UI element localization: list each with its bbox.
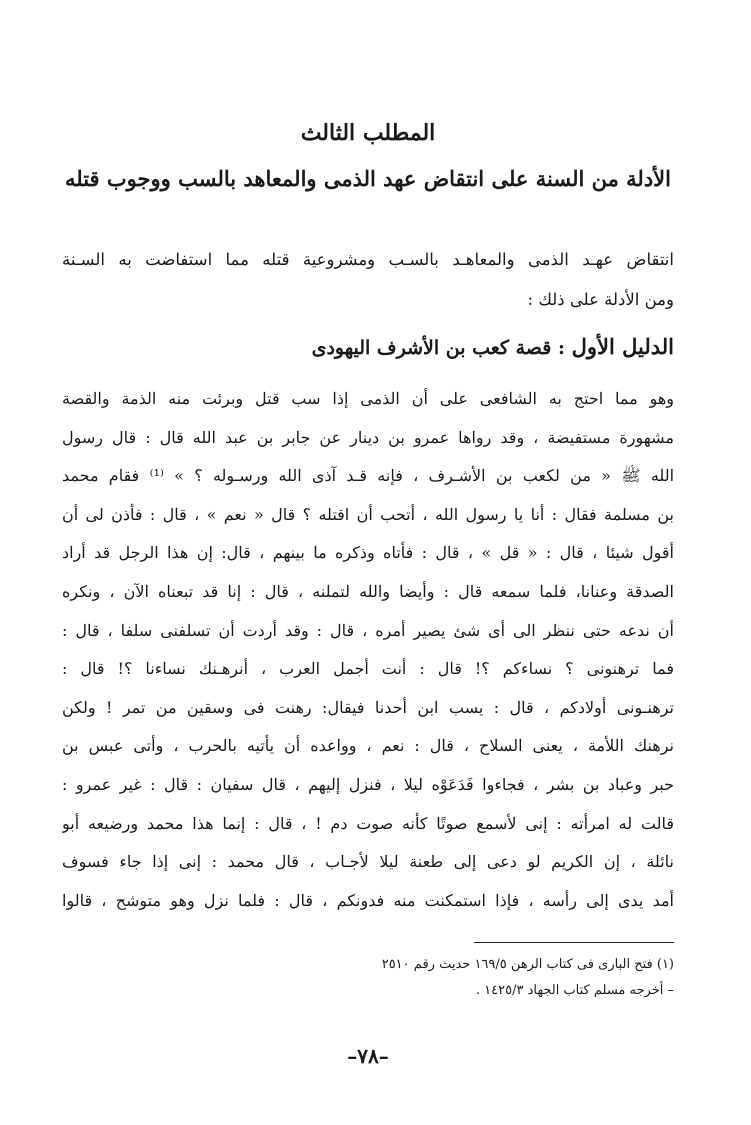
footnote-divider (474, 942, 674, 943)
intro-paragraph (62, 240, 674, 320)
body-line: أن ندعه حتى ننظر الى أى شئ يصير أمره ، قال : وقد أردت أن تسلفنى سلفا ، قال : (62, 620, 674, 640)
section-subtitle: الأدلة من السنة على انتقاض عهد الذمى والمعاهد بالسب ووجوب قتله (65, 166, 671, 191)
section-title: المطلب الثالث (300, 120, 436, 146)
body-line: وهو مما احتج به الشافعى على أن الذمى إذا سب قتل وبرئت منه الذمة والقصة (62, 389, 674, 408)
intro-line: انتقاض عهـد الذمى والمعاهـد بالسـب ومشروعية قتله مما استفاضت به السـنة (62, 250, 674, 269)
body-line: الله ﷺ « من لكعب بن الأشـرف ، فإنه قـد آذى الله ورسـوله ؟ » ⁽¹⁾ فقام محمد (62, 466, 674, 486)
evidence-separator: : (551, 337, 572, 359)
body-line: أقول شيئا ، قال : « قل » ، قال : فأتاه وذكره ما بينهم ، قال: إن هذا الرجل قد أراد (62, 543, 674, 563)
body-line: أمد يدى إلى رأسه ، فإذا استمكنت منه فدونكم ، قال : فلما نزل وهو متوشح ، قالوا (62, 890, 674, 910)
body-line: بن مسلمة فقال : أنا يا رسول الله ، أتحب أن اقتله ؟ قال « نعم » ، قال : فأذن لى أن (62, 504, 674, 524)
book-page (62, 0, 674, 1125)
body-text (62, 380, 674, 920)
body-line: ترهنـونى أولادكم ، قال : يسب ابن أحدنا فيقال: رهنت فى وسقين من تمر ! ولكن (62, 697, 674, 717)
body-line: مشهورة مستفيضة ، وقد رواها عمرو بن دينار عن جابر بن عبد الله قال : قال رسول (62, 427, 674, 447)
footnote: (١) فتح البارى فى كتاب الرهن ١٦٩/٥ حديث رقم ٢٥١٠ (381, 957, 674, 972)
footnote: – أخرجه مسلم كتاب الجهاد ١٤٢٥/٣ . (475, 983, 674, 998)
body-line: نرهنك اللأمة ، يعنى السلاح ، قال : نعم ، وواعده أن يأتيه بالحرب ، وأتى عبس بن (62, 736, 674, 756)
intro-line: ومن الأدلة على ذلك : (527, 290, 674, 309)
evidence-title: قصة كعب بن الأشرف اليهودى (311, 337, 552, 359)
body-line: قالت له امرأته : إنى لأسمع صوتًا كأنه صوت دم ! ، قال : إنما هذا محمد ورضيعه أبو (62, 813, 674, 833)
evidence-heading (62, 334, 674, 359)
body-line: حبر وعباد بن بشر ، فجاءوا فَدَعَوْه ليلا ، فنزل إليهم ، قال سفيان : قال : غير عمرو : (62, 774, 674, 794)
body-line: فما ترهنونى ؟ نساءكم ؟! قال : أنت أجمل العرب ، أنرهـنك نساءنا ؟! قال : (62, 659, 674, 679)
body-line: الصدقة وعنانا، فلما سمعه قال : وأيضا والله لتملنه ، قال : إنا قد تبعناه الآن ، ونكره (62, 581, 674, 601)
evidence-label: الدليل الأول (571, 334, 674, 359)
page-number: –٧٨– (347, 1044, 389, 1068)
body-line: نائلة ، إن الكريم لو دعى إلى طعنة ليلا لأجـاب ، قال محمد : إنى إذا جاء فسوف (62, 852, 674, 872)
footnotes (62, 952, 674, 1004)
